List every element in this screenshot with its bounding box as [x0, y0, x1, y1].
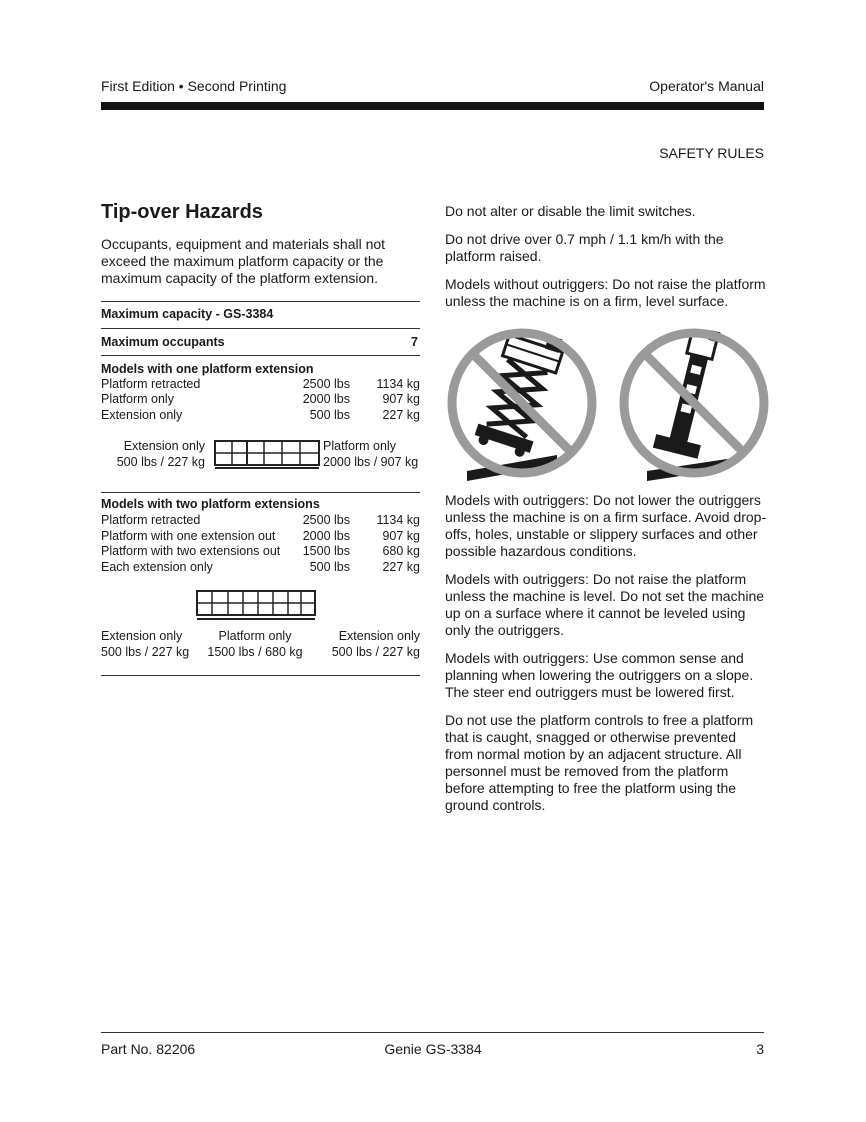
- occupants-rule: [101, 355, 420, 356]
- table-row-kg: 680 kg: [382, 544, 420, 558]
- paragraph-slope: Models with outriggers: Use common sense and planning when lowering the outriggers on a slope. The steer end outriggers must be lowered first.: [445, 650, 754, 700]
- table-row-kg: 907 kg: [382, 392, 420, 406]
- table-row-kg: 227 kg: [382, 560, 420, 574]
- table-row-kg: 227 kg: [382, 408, 420, 422]
- capacity-heading: Maximum capacity - GS-3384: [101, 307, 274, 321]
- cap-left-value: 500 lbs / 227 kg: [101, 645, 190, 659]
- capacity-rule: [101, 328, 420, 329]
- table-row-lbs: 500 lbs: [309, 408, 350, 422]
- table-bottom-rule: [101, 675, 420, 676]
- diagram-platform-capacity: 2000 lbs / 907 kg: [323, 455, 419, 469]
- table-row-label: Platform retracted: [101, 513, 201, 527]
- paragraph-lower-outriggers: Models with outriggers: Do not lower the outriggers unless the machine is on a firm surface. Avoid drop-offs, holes, unstable or slippery surfaces and other possible hazardous conditions.: [445, 492, 767, 559]
- one-ext-rule: [101, 492, 420, 493]
- footer-rule: [101, 1032, 764, 1033]
- cap-right-label: Extension only: [338, 629, 420, 643]
- paragraph-limit-switches: Do not alter or disable the limit switches.: [445, 203, 696, 219]
- table-row-lbs: 500 lbs: [309, 560, 350, 574]
- paragraph-no-outriggers: Models without outriggers: Do not raise the platform unless the machine is on a firm, level surface.: [445, 276, 766, 309]
- table-row-label: Platform only: [101, 392, 174, 406]
- table-row-label: Platform retracted: [101, 377, 201, 391]
- header-manual-title: Operator's Manual: [649, 78, 764, 94]
- one-ext-heading: Models with one platform extension: [101, 362, 314, 376]
- diagram-ext-capacity: 500 lbs / 227 kg: [116, 455, 205, 469]
- cap-mid-label: Platform only: [218, 629, 292, 643]
- occupants-value: 7: [411, 335, 418, 349]
- scissor-lift-tilted-prohibited-icon: [445, 323, 600, 483]
- page-title: Tip-over Hazards: [101, 201, 263, 223]
- paragraph-free-platform: Do not use the platform controls to free a platform that is caught, snagged or otherwise prevented from normal motion by an adjacent structure. All personnel must be removed from the platform before attempting to free the platform using the ground controls.: [445, 712, 754, 813]
- table-row-label: Extension only: [101, 408, 183, 422]
- header-edition: First Edition • Second Printing: [101, 78, 287, 94]
- cap-mid-value: 1500 lbs / 680 kg: [207, 645, 303, 659]
- table-row-kg: 1134 kg: [376, 377, 420, 391]
- one-extension-platform-diagram: [214, 438, 320, 470]
- footer-part-number: Part No. 82206: [101, 1041, 196, 1057]
- diagram-platform-label: Platform only: [323, 439, 396, 453]
- cap-right-value: 500 lbs / 227 kg: [331, 645, 420, 659]
- two-ext-heading: Models with two platform extensions: [101, 497, 320, 511]
- right-column-bottom: [445, 492, 767, 825]
- table-row-label: Platform with one extension out: [101, 529, 276, 543]
- two-extension-platform-diagram: [195, 588, 317, 622]
- table-row-lbs: 2000 lbs: [302, 392, 350, 406]
- table-row-lbs: 2500 lbs: [302, 513, 350, 527]
- table-row-lbs: 1500 lbs: [302, 544, 350, 558]
- footer-model: Genie GS-3384: [384, 1041, 482, 1057]
- intro-paragraph: Occupants, equipment and materials shall not exceed the maximum platform capacity or the maximum capacity of the platform extension.: [101, 236, 386, 286]
- occupants-label: Maximum occupants: [101, 335, 225, 349]
- section-title: SAFETY RULES: [659, 145, 764, 161]
- header-rule: [101, 102, 764, 110]
- paragraph-drive-speed: Do not drive over 0.7 mph / 1.1 km/h with the platform raised.: [445, 231, 724, 264]
- right-column-top: [445, 203, 767, 321]
- table-row-lbs: 2500 lbs: [302, 377, 350, 391]
- table-row-kg: 907 kg: [382, 529, 420, 543]
- cap-left-label: Extension only: [101, 629, 183, 643]
- page-number: 3: [756, 1041, 764, 1057]
- table-row-label: Platform with two extensions out: [101, 544, 281, 558]
- table-row-lbs: 2000 lbs: [302, 529, 350, 543]
- table-row-label: Each extension only: [101, 560, 213, 574]
- paragraph-raise-level: Models with outriggers: Do not raise the platform unless the machine is level. Do not set the machine up on a surface where it cannot be leveled using only the outriggers.: [445, 571, 765, 638]
- mast-lift-tilted-prohibited-icon: [617, 323, 772, 483]
- table-row-kg: 1134 kg: [376, 513, 420, 527]
- diagram-ext-label: Extension only: [123, 439, 205, 453]
- table-top-rule: [101, 301, 420, 302]
